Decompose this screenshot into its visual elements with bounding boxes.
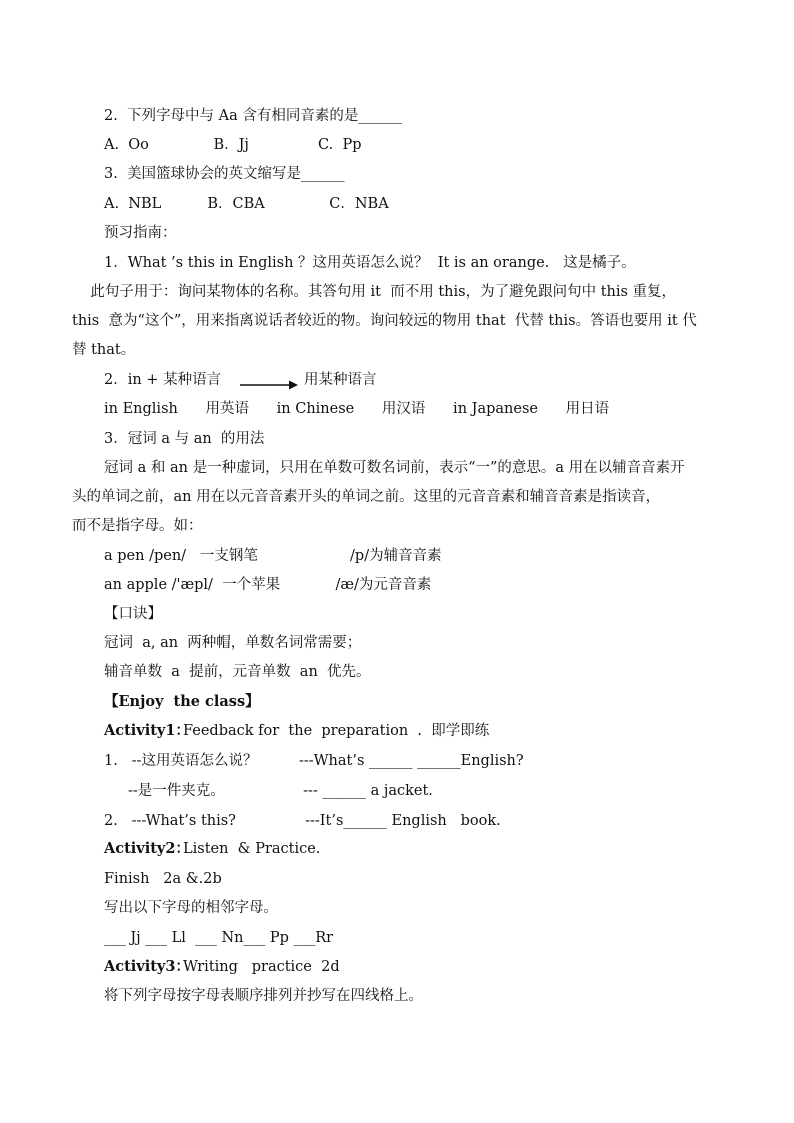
guide-point-1: 1．What ’s this in English ？这用英语怎么说？ It is an orange. 这是橘子。	[104, 255, 636, 271]
activity2-label: Activity2：	[104, 840, 190, 857]
mnemonic-line-1: 冠词 a, an 两种帽，单数名词常需要；	[104, 635, 362, 651]
adjacent-letters-blanks: ___ Jj ___ Ll ___ Nn___ Pp ___Rr	[104, 930, 334, 946]
activity1-title: Feedback for the preparation . 即学即练	[183, 723, 490, 739]
question-2-options: A. Oo B．Jj C. Pp	[104, 137, 362, 153]
adjacent-letters-instruction: 写出以下字母的相邻字母。	[104, 900, 278, 916]
exercise-1-line-2: --是一件夹克。 --- ______ a jacket.	[128, 783, 433, 799]
activity3-title: Writing practice 2d	[183, 959, 340, 975]
arrow-right-icon	[240, 379, 298, 391]
article-example-an: an apple /'æpl/ 一个苹果 /æ/为元音音素	[104, 577, 432, 593]
guide-point-1-explanation-2: this 意为“这个”，用来指离说话者较近的物。询问较远的物用 that 代替 this。答语也要用 it 代	[72, 313, 697, 329]
article-example-a: a pen /pen/ 一支钢笔 /p/为辅音音素	[104, 548, 442, 564]
finish-instruction: Finish 2a &.2b	[104, 871, 222, 887]
activity1-label: Activity1：	[104, 722, 190, 739]
exercise-1-line-1: 1. --这用英语怎么说？ ---What’s ______ ______English?	[104, 753, 524, 769]
guide-point-3: 3．冠词 a 与 an 的用法	[104, 431, 265, 447]
language-examples: in English 用英语 in Chinese 用汉语 in Japanese 用日语	[104, 401, 610, 417]
question-2: 2. 下列字母中与 Aa 含有相同音素的是______	[104, 108, 402, 124]
mnemonic-heading: 【口诀】	[104, 606, 162, 622]
article-explanation-2: 头的单词之前，an 用在以元音音素开头的单词之前。这里的元音音素和辅音音素是指读音，	[72, 489, 661, 505]
enjoy-the-class-heading: 【Enjoy the class】	[104, 693, 260, 710]
exercise-2: 2. ---What’s this? ---It’s______ English book.	[104, 813, 501, 829]
ordering-instruction: 将下列字母按字母表顺序排列并抄写在四线格上。	[104, 988, 423, 1004]
article-explanation-3: 而不是指字母。如：	[72, 518, 203, 534]
guide-point-1-explanation-1: 此句子用于：询问某物体的名称。其答句用 it 而不用 this，为了避免跟问句中 this 重复，	[72, 284, 677, 300]
question-3: 3. 美国篮球协会的英文缩写是______	[104, 166, 345, 182]
preview-guide-heading: 预习指南：	[104, 225, 177, 241]
guide-point-2: 2．in + 某种语言	[104, 372, 222, 388]
activity3-label: Activity3：	[104, 958, 190, 975]
guide-point-1-explanation-3: 替 that。	[72, 342, 136, 358]
article-explanation-1: 冠词 a 和 an 是一种虚词，只用在单数可数名词前，表示“一”的意思。a 用在以辅音音素开	[104, 460, 685, 476]
question-3-options: A. NBL B．CBA C．NBA	[104, 196, 389, 212]
mnemonic-line-2: 辅音单数 a 提前，元音单数 an 优先。	[104, 664, 371, 680]
guide-point-2-meaning: 用某种语言	[304, 372, 377, 388]
activity2-title: Listen & Practice.	[183, 841, 321, 857]
